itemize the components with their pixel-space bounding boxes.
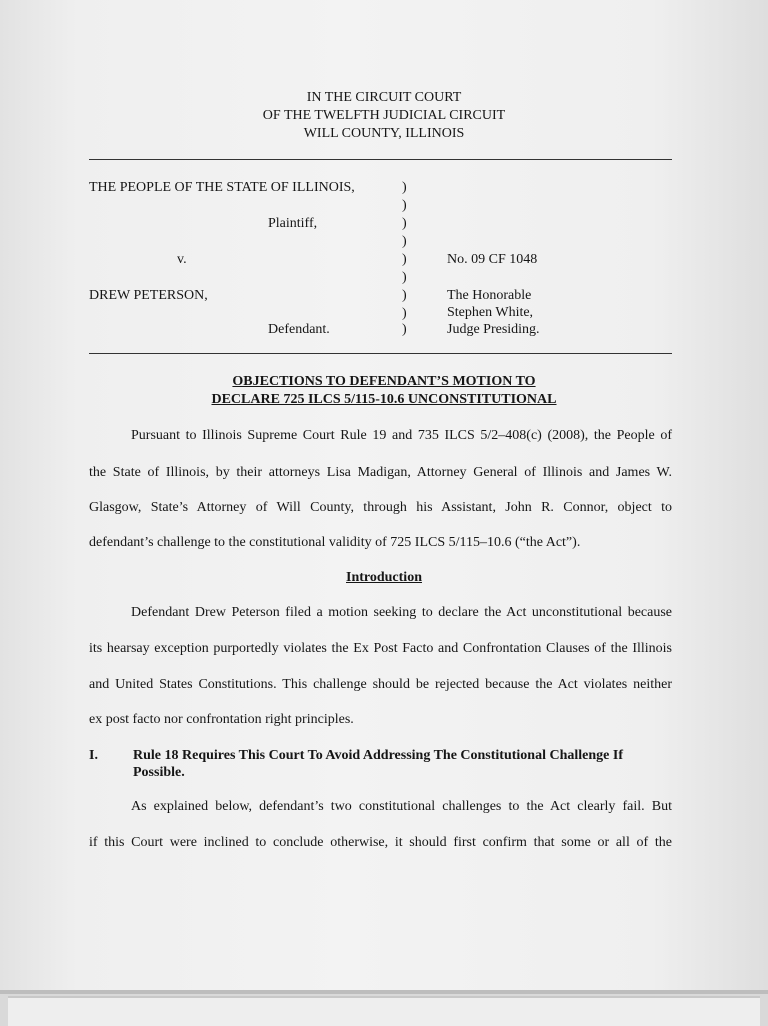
paragraph-line: As explained below, defendant’s two constitutional challenges to the Act clearly fail. But [131,799,672,814]
paragraph-line: its hearsay exception purportedly violates the Ex Post Facto and Confrontation Clauses of the Illinois [89,641,672,656]
caption-paren: ) [402,252,407,267]
document-title-line-2: DECLARE 725 ILCS 5/115-10.6 UNCONSTITUTIONAL [211,392,557,407]
case-number: No. 09 CF 1048 [447,252,538,267]
caption-paren: ) [402,306,407,321]
judge-line-1: The Honorable [447,288,532,303]
caption-paren: ) [402,270,407,285]
section-title-line-2: Possible. [133,765,185,780]
caption-paren: ) [402,180,407,195]
caption-paren: ) [402,322,407,337]
paragraph-line: and United States Constitutions. This challenge should be rejected because the Act violates neither [89,677,672,692]
plaintiff-name: THE PEOPLE OF THE STATE OF ILLINOIS, [89,180,355,195]
county: WILL COUNTY, ILLINOIS [303,126,465,141]
section-heading-introduction: Introduction [346,570,422,585]
defendant-name: DREW PETERSON, [89,288,208,303]
caption-paren: ) [402,234,407,249]
paragraph-line: if this Court were inclined to conclude otherwise, it should first confirm that some or all of the [89,835,672,850]
next-page-strip [8,996,760,1026]
judicial-circuit: OF THE TWELFTH JUDICIAL CIRCUIT [262,108,506,123]
paragraph-line: Defendant Drew Peterson filed a motion seeking to declare the Act unconstitutional because [131,605,672,620]
section-number: I. [89,748,98,763]
paragraph-line: defendant’s challenge to the constitutional validity of 725 ILCS 5/115–10.6 (“the Act”). [89,535,581,550]
paragraph-line: ex post facto nor confrontation right principles. [89,712,354,727]
section-title-line-1: Rule 18 Requires This Court To Avoid Addressing The Constitutional Challenge If [133,748,623,763]
page-edge [0,990,768,994]
paragraph-line: the State of Illinois, by their attorneys Lisa Madigan, Attorney General of Illinois and James W. [89,465,672,480]
paragraph-line: Glasgow, State’s Attorney of Will County, through his Assistant, John R. Connor, object to [89,500,672,515]
plaintiff-role: Plaintiff, [268,216,318,231]
caption-paren: ) [402,288,407,303]
versus: v. [177,252,187,267]
caption-paren: ) [402,198,407,213]
document-title-line-1: OBJECTIONS TO DEFENDANT’S MOTION TO [232,374,536,389]
caption-paren: ) [402,216,407,231]
caption-top-rule [89,159,672,160]
caption-bottom-rule [89,353,672,354]
court-name: IN THE CIRCUIT COURT [306,90,462,105]
defendant-role: Defendant. [268,322,330,337]
judge-line-3: Judge Presiding. [447,322,540,337]
paragraph-line: Pursuant to Illinois Supreme Court Rule 19 and 735 ILCS 5/2–408(c) (2008), the People of [131,428,672,443]
judge-line-2: Stephen White, [447,305,534,320]
